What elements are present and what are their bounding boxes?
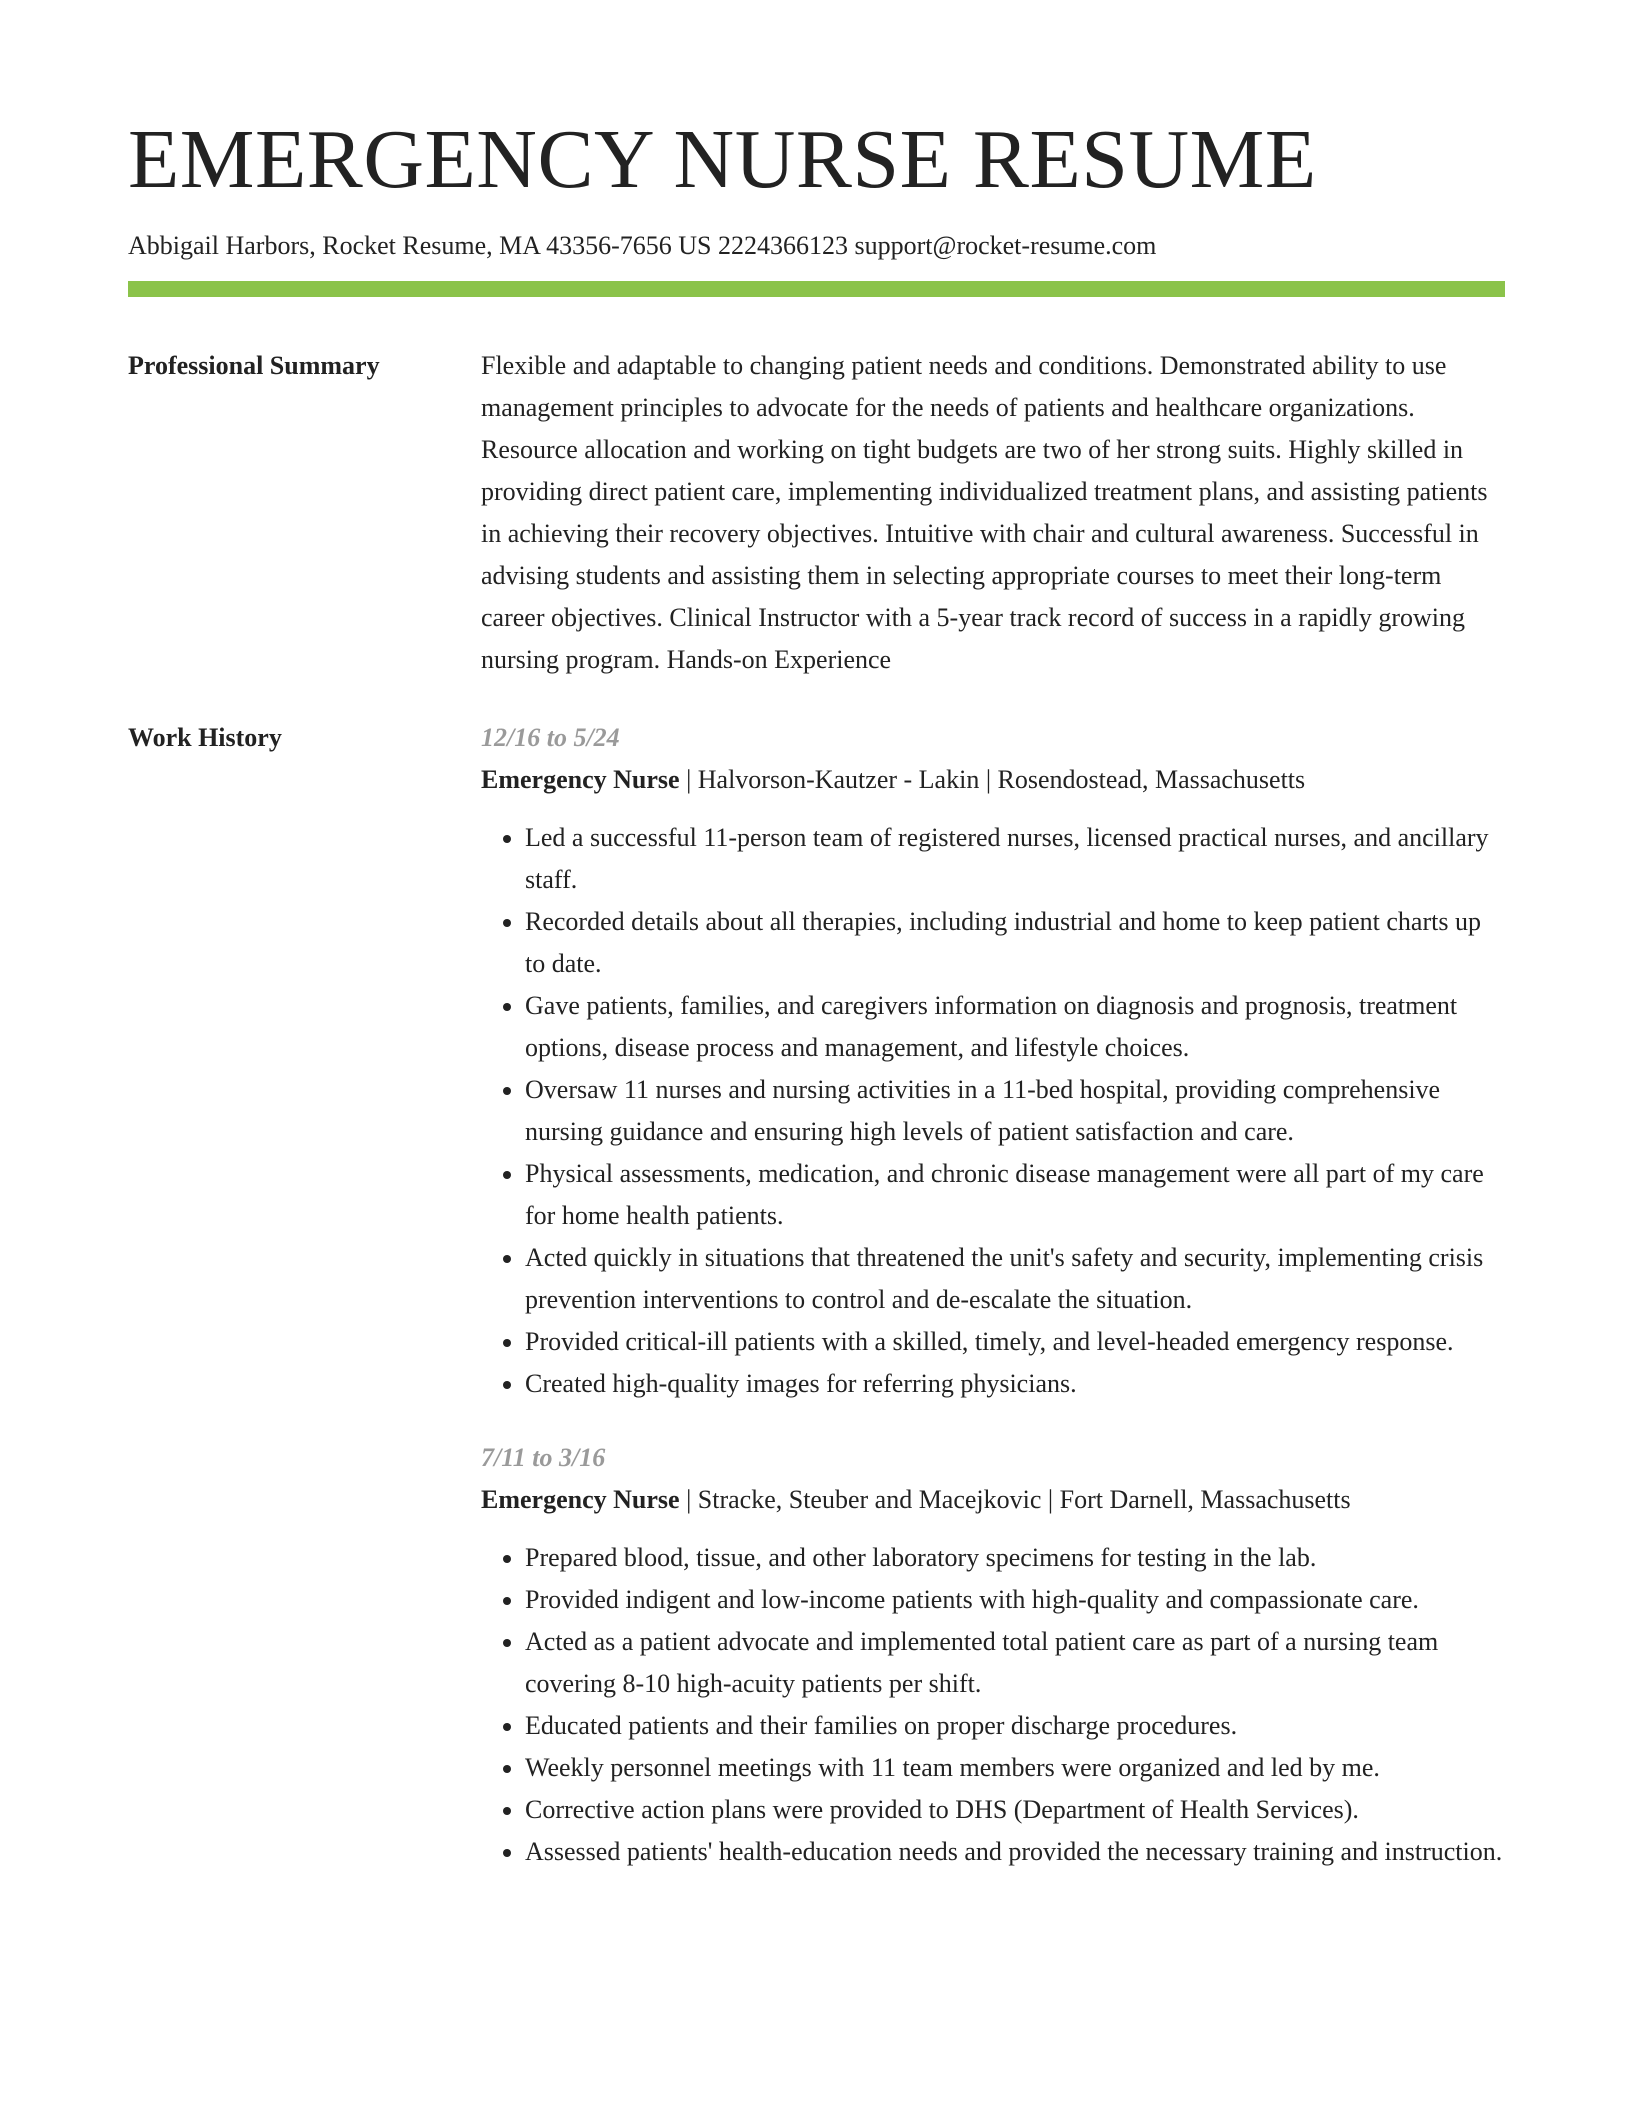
job-duty-item: • Provided critical-ill patients with a skilled, timely, and level-headed emergency response.	[525, 1321, 1505, 1363]
contact-line: Abbigail Harbors, Rocket Resume, MA 43356-7656 US 2224366123 support@rocket-resume.com	[128, 231, 1157, 260]
job-entry	[481, 717, 1505, 1405]
section-heading-summary: Professional Summary	[128, 351, 380, 381]
job-duty-item: • Provided indigent and low-income patients with high-quality and compassionate care.	[525, 1579, 1505, 1621]
job-duty-item: • Physical assessments, medication, and chronic disease management were all part of my care for home health patients.	[525, 1153, 1505, 1237]
section-heading-work-history: Work History	[128, 723, 282, 753]
job-duty-item: • Weekly personnel meetings with 11 team members were organized and led by me.	[525, 1747, 1505, 1789]
job-duties-list	[481, 817, 1505, 1405]
job-duty-item: • Recorded details about all therapies, including industrial and home to keep patient charts up to date.	[525, 901, 1505, 985]
job-duties-list	[481, 1537, 1505, 1873]
job-employer-location: | Halvorson-Kautzer - Lakin | Rosendostead, Massachusetts	[679, 765, 1306, 795]
job-dates: 12/16 to 5/24	[481, 723, 620, 753]
professional-summary-section	[128, 345, 1505, 681]
job-duty-item: • Created high-quality images for referring physicians.	[525, 1363, 1505, 1405]
resume-page	[128, 0, 1505, 1873]
job-duty-item: • Oversaw 11 nurses and nursing activities in a 11-bed hospital, providing comprehensive nursing guidance and ensuring high levels of patient satisfaction and care.	[525, 1069, 1505, 1153]
job-duty-item: • Assessed patients' health-education needs and provided the necessary training and instruction.	[525, 1831, 1505, 1873]
job-heading	[481, 1479, 1505, 1521]
job-duty-item: • Gave patients, families, and caregivers information on diagnosis and prognosis, treatment options, disease process and management, and lifestyle choices.	[525, 985, 1505, 1069]
job-title: Emergency Nurse	[481, 1485, 680, 1515]
job-title: Emergency Nurse	[481, 765, 680, 795]
summary-paragraph: Flexible and adaptable to changing patient needs and conditions. Demonstrated ability to use management principles to advocate for the needs of patients and healthcare organizations. Resource allocation and working on tight budgets are two of her strong suits. Highly skilled in providing direct patient care, implementing individualized treatment plans, and assisting patients in achieving their recovery objectives. Intuitive with chair and cultural awareness. Successful in advising students and assisting them in selecting appropriate courses to meet their long-term career objectives. Clinical Instructor with a 5-year track record of success in a rapidly growing nursing program. Hands-on Experience	[481, 351, 1488, 675]
job-entry	[481, 1437, 1505, 1873]
accent-divider	[128, 281, 1505, 297]
job-dates: 7/11 to 3/16	[481, 1443, 606, 1473]
job-duty-item: • Acted as a patient advocate and implemented total patient care as part of a nursing team covering 8-10 high-acuity patients per shift.	[525, 1621, 1505, 1705]
job-duty-item: • Corrective action plans were provided to DHS (Department of Health Services).	[525, 1789, 1505, 1831]
job-employer-location: | Stracke, Steuber and Macejkovic | Fort Darnell, Massachusetts	[679, 1485, 1351, 1515]
job-duty-item: • Led a successful 11-person team of registered nurses, licensed practical nurses, and ancillary staff.	[525, 817, 1505, 901]
summary-body	[481, 345, 1505, 681]
work-history-section	[128, 717, 1505, 1873]
job-duty-item: • Acted quickly in situations that threatened the unit's safety and security, implementing crisis prevention interventions to control and de-escalate the situation.	[525, 1237, 1505, 1321]
job-duty-item: • Educated patients and their families on proper discharge procedures.	[525, 1705, 1505, 1747]
job-heading	[481, 759, 1505, 801]
job-duty-item: • Prepared blood, tissue, and other laboratory specimens for testing in the lab.	[525, 1537, 1505, 1579]
resume-title: EMERGENCY NURSE RESUME	[128, 113, 1317, 206]
work-history-body	[481, 717, 1505, 1873]
